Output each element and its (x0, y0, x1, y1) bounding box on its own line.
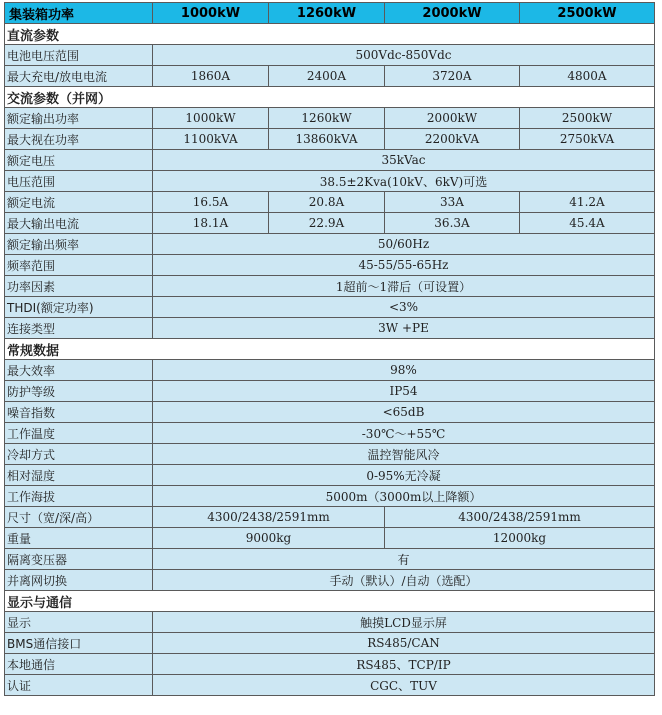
row-label: 电池电压范围 (5, 45, 153, 66)
table-row (5, 192, 655, 213)
header-model-1000kw: 1000kW (153, 3, 269, 24)
value-cell: 2750kVA (520, 129, 655, 150)
spec-table (4, 2, 655, 696)
header-model-2500kw: 2500kW (520, 3, 655, 24)
value-cell: 2200kVA (385, 129, 520, 150)
row-label: 认证 (5, 675, 153, 696)
value-cell: 3720A (385, 66, 520, 87)
table-row (5, 234, 655, 255)
table-row (5, 150, 655, 171)
value-cell: 35kVac (153, 150, 655, 171)
table-row (5, 654, 655, 675)
value-cell: 22.9A (269, 213, 385, 234)
row-label: 额定输出频率 (5, 234, 153, 255)
table-row (5, 381, 655, 402)
table-row (5, 528, 655, 549)
row-label: 功率因素 (5, 276, 153, 297)
header-model-1260kw: 1260kW (269, 3, 385, 24)
value-cell: 3W +PE (153, 318, 655, 339)
table-row (5, 423, 655, 444)
row-label: 最大效率 (5, 360, 153, 381)
value-cell: 手动（默认）/自动（选配） (153, 570, 655, 591)
table-row (5, 507, 655, 528)
value-cell: 9000kg (153, 528, 385, 549)
value-cell: 33A (385, 192, 520, 213)
section-title: 直流参数 (5, 24, 655, 45)
table-header (5, 3, 655, 24)
row-label: 工作海拔 (5, 486, 153, 507)
row-label: 噪音指数 (5, 402, 153, 423)
table-row (5, 360, 655, 381)
section-title: 常规数据 (5, 339, 655, 360)
row-label: 本地通信 (5, 654, 153, 675)
table-row (5, 318, 655, 339)
table-row (5, 129, 655, 150)
table-row (5, 213, 655, 234)
section-row (5, 339, 655, 360)
table-row (5, 108, 655, 129)
value-cell: 4800A (520, 66, 655, 87)
value-cell: 45.4A (520, 213, 655, 234)
row-label: THDI(额定功率) (5, 297, 153, 318)
value-cell: 2500kW (520, 108, 655, 129)
value-cell: 16.5A (153, 192, 269, 213)
section-row (5, 24, 655, 45)
table-row (5, 465, 655, 486)
table-row (5, 45, 655, 66)
section-row (5, 591, 655, 612)
row-label: 相对湿度 (5, 465, 153, 486)
section-row (5, 87, 655, 108)
header-row (5, 3, 655, 24)
value-cell: 有 (153, 549, 655, 570)
value-cell: 38.5±2Kva(10kV、6kV)可选 (153, 171, 655, 192)
row-label: 并离网切换 (5, 570, 153, 591)
row-label: 额定电流 (5, 192, 153, 213)
value-cell: RS485、TCP/IP (153, 654, 655, 675)
value-cell: 18.1A (153, 213, 269, 234)
row-label: 最大充电/放电电流 (5, 66, 153, 87)
table-row (5, 486, 655, 507)
value-cell: 1100kVA (153, 129, 269, 150)
value-cell: IP54 (153, 381, 655, 402)
value-cell: CGC、TUV (153, 675, 655, 696)
row-label: 最大输出电流 (5, 213, 153, 234)
table-row (5, 444, 655, 465)
value-cell: 36.3A (385, 213, 520, 234)
table-row (5, 66, 655, 87)
row-label: 冷却方式 (5, 444, 153, 465)
table-row (5, 675, 655, 696)
row-label: BMS通信接口 (5, 633, 153, 654)
value-cell: 12000kg (385, 528, 655, 549)
table-body (5, 24, 655, 696)
section-title: 显示与通信 (5, 591, 655, 612)
row-label: 重量 (5, 528, 153, 549)
row-label: 电压范围 (5, 171, 153, 192)
value-cell: 50/60Hz (153, 234, 655, 255)
header-label: 集装箱功率 (5, 3, 153, 24)
table-row (5, 297, 655, 318)
value-cell: 4300/2438/2591mm (153, 507, 385, 528)
value-cell: 温控智能风冷 (153, 444, 655, 465)
table-row (5, 276, 655, 297)
row-label: 尺寸（宽/深/高） (5, 507, 153, 528)
value-cell: 1超前～1滞后（可设置） (153, 276, 655, 297)
row-label: 最大视在功率 (5, 129, 153, 150)
table-row (5, 171, 655, 192)
row-label: 工作温度 (5, 423, 153, 444)
value-cell: -30℃～+55℃ (153, 423, 655, 444)
table-row (5, 549, 655, 570)
row-label: 频率范围 (5, 255, 153, 276)
table-row (5, 612, 655, 633)
value-cell: 1000kW (153, 108, 269, 129)
value-cell: 1260kW (269, 108, 385, 129)
value-cell: 5000m（3000m以上降额） (153, 486, 655, 507)
value-cell: <65dB (153, 402, 655, 423)
value-cell: 2000kW (385, 108, 520, 129)
value-cell: 2400A (269, 66, 385, 87)
value-cell: 0-95%无冷凝 (153, 465, 655, 486)
section-title: 交流参数（并网） (5, 87, 655, 108)
value-cell: 20.8A (269, 192, 385, 213)
value-cell: <3% (153, 297, 655, 318)
value-cell: 98% (153, 360, 655, 381)
table-row (5, 633, 655, 654)
row-label: 连接类型 (5, 318, 153, 339)
row-label: 额定电压 (5, 150, 153, 171)
row-label: 额定输出功率 (5, 108, 153, 129)
table-row (5, 402, 655, 423)
value-cell: 13860kVA (269, 129, 385, 150)
value-cell: 触摸LCD显示屏 (153, 612, 655, 633)
value-cell: 4300/2438/2591mm (385, 507, 655, 528)
value-cell: 45-55/55-65Hz (153, 255, 655, 276)
value-cell: 41.2A (520, 192, 655, 213)
header-model-2000kw: 2000kW (385, 3, 520, 24)
table-row (5, 255, 655, 276)
table-row (5, 570, 655, 591)
value-cell: 1860A (153, 66, 269, 87)
row-label: 显示 (5, 612, 153, 633)
row-label: 隔离变压器 (5, 549, 153, 570)
value-cell: 500Vdc-850Vdc (153, 45, 655, 66)
row-label: 防护等级 (5, 381, 153, 402)
value-cell: RS485/CAN (153, 633, 655, 654)
